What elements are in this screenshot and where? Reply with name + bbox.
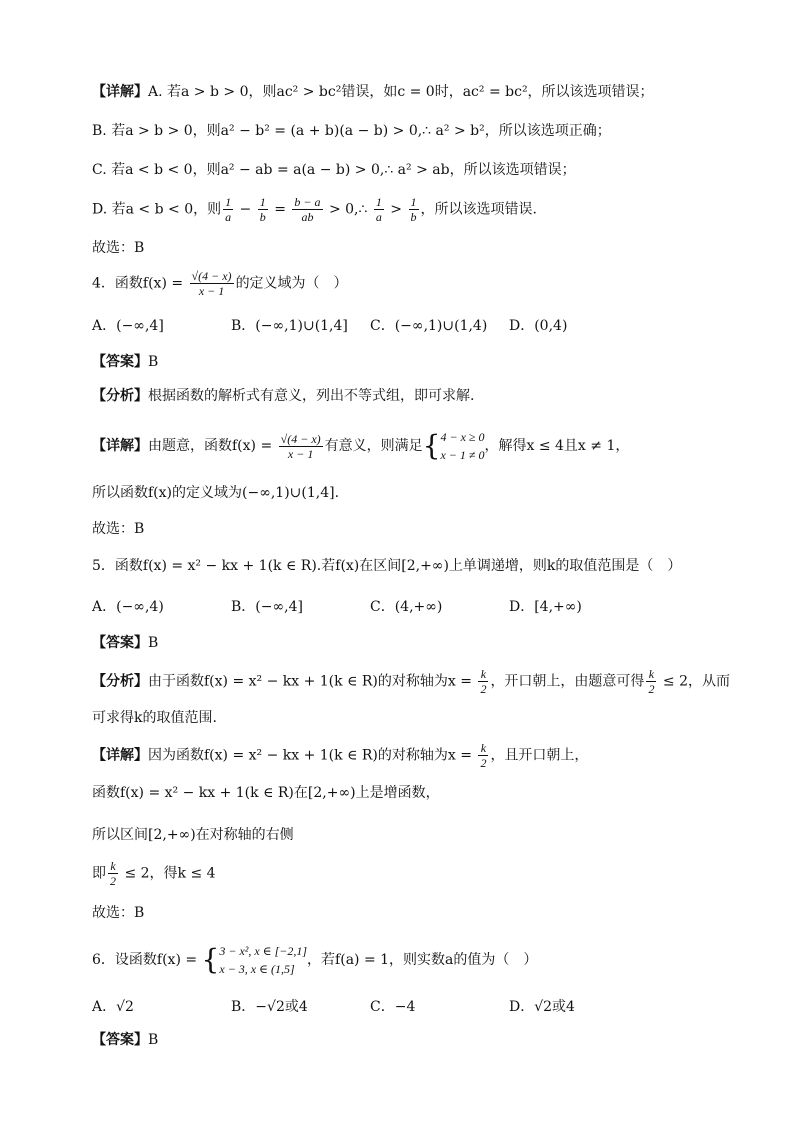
analysis-line: 【分析】根据函数的解析式有意义，列出不等式组，即可求解. [92, 388, 475, 404]
detail-a-line [92, 82, 654, 102]
detail-q5-line2: 函数f(x) = x² − kx + 1(k ∈ R)在[2,+∞)上是增函数， [92, 785, 440, 801]
fraction: $\frac{k}{2}$ [110, 859, 116, 888]
question-4-options [92, 316, 567, 336]
fraction: $\frac{1}{b}$ [259, 195, 266, 224]
detail-q4-line2: 所以函数f(x)的定义域为(−∞,1)∪(1,4]. [92, 485, 340, 501]
fraction: $\frac{k}{2}$ [480, 667, 487, 696]
option-b: B．(−∞,1)∪(1,4] [231, 318, 348, 334]
left-brace-icon: { [201, 943, 220, 976]
fraction: $\frac{√(4 - x)}{x - 1}$ [280, 431, 321, 461]
option-b: B．(−∞,4] [231, 599, 303, 615]
detail-line-q4: 【详解】由题意，函数f(x) = $\frac{√(4 - x)}{x - 1}$ 有意义，则满足{ 4 − x ≥ 0 x − 1 ≠ 0 ，解得x ≤ 4且x ≠ 1， [92, 429, 630, 462]
answer-line: 【答案】B [92, 1032, 159, 1048]
detail-c-line [92, 160, 576, 180]
option-a: A．(−∞,4] [92, 318, 164, 334]
fraction: $\frac{1}{a}$ [225, 195, 232, 224]
choose-line: 故选：B [92, 240, 145, 256]
option-c: C．(4,+∞) [370, 599, 443, 615]
choose-line: 故选：B [92, 905, 145, 921]
analysis-q5-line2: 可求得k的取值范围. [92, 710, 217, 726]
detail-d-line: D. 若a < b < 0，则 $\frac{1}{a}$ − $\frac{1}{b}$ = $\frac{b - a}{ab}$ > 0,∴ $\frac{1}{a}$ > $\frac{1}{b}$ ，所以该选项错误. [92, 195, 537, 224]
detail-a-text: A. 若a > b > 0，则ac² > bc²错误，如c = 0时，ac² = bc²，所以该选项错误； [148, 84, 654, 100]
fraction: $\frac{b - a}{ab}$ [294, 195, 321, 224]
choose-line: 故选：B [92, 521, 145, 537]
option-a: A．√2 [92, 999, 134, 1015]
question-6: 6．设函数f(x) = { 3 − x², x ∈ [−2,1] x − 3, x ∈ (1,5] ，若f(a) = 1，则实数a的值为（ ） [92, 943, 538, 976]
option-a: A．(−∞,4) [92, 599, 164, 615]
question-5: 5．函数f(x) = x² − kx + 1(k ∈ R).若f(x)在区间[2,+∞)上单调递增，则k的取值范围是（ ） [92, 558, 682, 574]
detail-tag: 【详解】 [92, 84, 148, 100]
fraction: $\frac{1}{a}$ [375, 195, 382, 224]
question-6-options [92, 997, 575, 1017]
question-4: 4．函数f(x) = $\frac{√(4 - x)}{x - 1}$ 的定义域为（ ） [92, 269, 348, 298]
answer-line: 【答案】B [92, 635, 159, 651]
analysis-line-q5: 【分析】由于函数f(x) = x² − kx + 1(k ∈ R)的对称轴为x = $\frac{k}{2}$ ，开口朝上，由题意可得 $\frac{k}{2}$ ≤ 2，从而 [92, 667, 730, 696]
question-5-options [92, 597, 582, 617]
answer-line: 【答案】B [92, 354, 159, 370]
piecewise-definition: 3 − x², x ∈ [−2,1] x − 3, x ∈ (1,5] [219, 944, 308, 976]
option-c: C．(−∞,1)∪(1,4) [370, 318, 488, 334]
option-d: D．[4,+∞) [509, 599, 582, 615]
fraction: $\frac{√(4 - x)}{x - 1}$ [191, 269, 232, 298]
fraction: $\frac{1}{b}$ [410, 195, 417, 224]
option-d: D．√2或4 [509, 999, 575, 1015]
inequality-system: 4 − x ≥ 0 x − 1 ≠ 0 [440, 430, 485, 462]
fraction: $\frac{k}{2}$ [648, 667, 655, 696]
option-d: D．(0,4) [509, 318, 568, 334]
detail-c-text: C. 若a < b < 0，则a² − ab = a(a − b) > 0,∴ a² > ab，所以该选项错误； [92, 162, 576, 178]
option-c: C．−4 [370, 999, 416, 1015]
left-brace-icon: { [422, 429, 441, 462]
option-b: B．−√2或4 [231, 999, 308, 1015]
detail-d-prefix: D. 若a < b < 0，则 [92, 201, 222, 218]
detail-b-text: B. 若a > b > 0，则a² − b² = (a + b)(a − b) > 0,∴ a² > b²，所以该选项正确； [92, 123, 611, 139]
detail-d-suffix: ，所以该选项错误. [420, 201, 537, 218]
fraction: $\frac{k}{2}$ [480, 741, 487, 770]
detail-line-q5: 【详解】因为函数f(x) = x² − kx + 1(k ∈ R)的对称轴为x = $\frac{k}{2}$ ，且开口朝上， [92, 741, 589, 770]
detail-b-line [92, 121, 611, 141]
detail-q5-line3: 所以区间[2,+∞)在对称轴的右侧 [92, 827, 294, 843]
detail-q5-line4: 即 $\frac{k}{2}$ ≤ 2，得k ≤ 4 [92, 859, 216, 888]
